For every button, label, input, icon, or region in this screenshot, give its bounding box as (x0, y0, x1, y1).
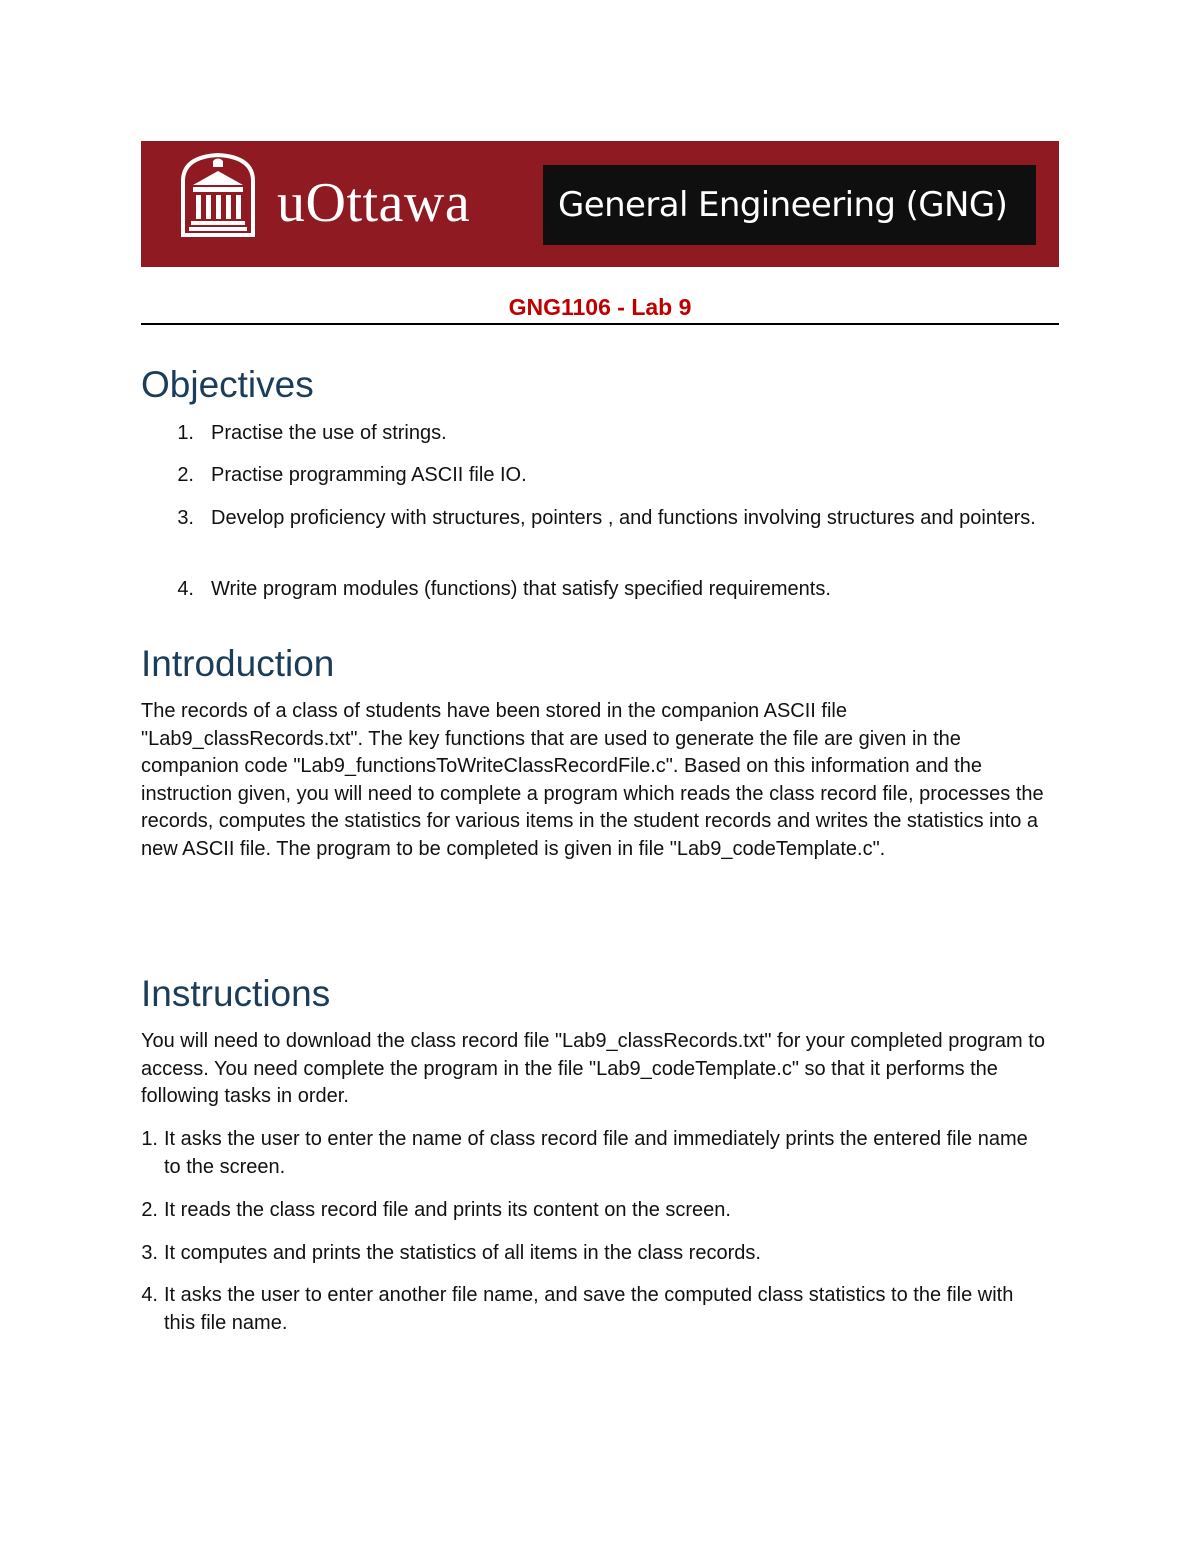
instructions-paragraph: You will need to download the class record file "Lab9_classRecords.txt" for your completed program to access. You need complete the program in the file "Lab9_codeTemplate.c" so that it performs the following tasks in order. (141, 1030, 1045, 1108)
header-banner (141, 141, 1059, 267)
title-divider (141, 323, 1059, 325)
objective-text: Write program modules (functions) that satisfy specified requirements. (211, 578, 831, 600)
objective-text: Practise the use of strings. (211, 422, 447, 444)
department-box (543, 165, 1036, 245)
university-building-icon (179, 151, 257, 237)
introduction-heading: Introduction (141, 643, 335, 684)
objective-number: 3. (177, 507, 194, 529)
instruction-number: 4. (141, 1284, 158, 1306)
objective-text: Practise programming ASCII file IO. (211, 464, 527, 486)
instruction-number: 1. (141, 1128, 158, 1150)
objective-number: 4. (177, 578, 194, 600)
objectives-heading: Objectives (141, 364, 314, 405)
instruction-text: It asks the user to enter another file name, and save the computed class statistics to the file with this file name. (164, 1284, 1014, 1334)
objective-number: 2. (177, 464, 194, 486)
department-label: General Engineering (GNG) (558, 185, 1008, 225)
instruction-text: It computes and prints the statistics of all items in the class records. (164, 1242, 761, 1264)
instructions-heading: Instructions (141, 973, 331, 1014)
objective-number: 1. (177, 422, 194, 444)
introduction-paragraph: The records of a class of students have been stored in the companion ASCII file "Lab9_classRecords.txt". The key functions that are used to generate the file are given in the companion code "Lab9_functionsToWriteClassRecordFile.c". Based on this information and the instruction given, you will need to complete a program which reads the class record file, processes the records, computes the statistics for various items in the student records and writes the statistics into a new ASCII file. The program to be completed is given in file "Lab9_codeTemplate.c". (141, 700, 1044, 860)
instruction-number: 3. (141, 1242, 158, 1264)
instruction-text: It reads the class record file and prints its content on the screen. (164, 1199, 731, 1221)
instruction-number: 2. (141, 1199, 158, 1221)
university-wordmark: uOttawa (277, 172, 471, 234)
instruction-text: It asks the user to enter the name of class record file and immediately prints the entered file name to the screen. (164, 1128, 1028, 1178)
document-title: GNG1106 - Lab 9 (508, 294, 692, 320)
objective-text: Develop proficiency with structures, pointers , and functions involving structures and pointers. (211, 507, 1036, 529)
